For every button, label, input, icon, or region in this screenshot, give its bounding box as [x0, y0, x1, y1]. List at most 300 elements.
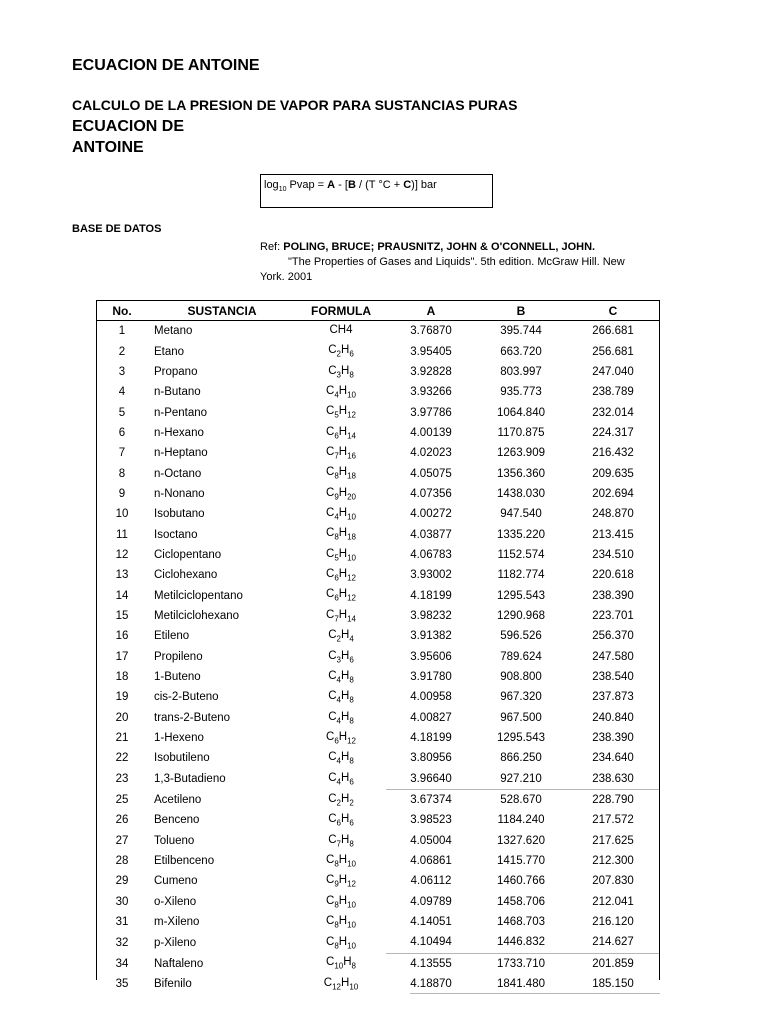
- cell-sustancia: 1-Buteno: [154, 671, 201, 684]
- cell-sustancia: Cumeno: [154, 875, 198, 888]
- cell-b: 947.540: [500, 508, 542, 521]
- header-no: No.: [96, 301, 148, 321]
- cell-no: 3: [118, 365, 126, 378]
- formula-element: CH: [329, 324, 347, 337]
- formula-element: C: [326, 507, 335, 520]
- ref-authors: POLING, BRUCE; PRAUSNITZ, JOHN & O'CONNELL, JOHN.: [283, 241, 596, 253]
- cell-formula: [296, 443, 386, 463]
- formula-subscript: 6: [349, 349, 354, 359]
- cell-a: 4.00958: [410, 691, 452, 704]
- cell-no: 25: [115, 793, 129, 806]
- cell-b: 1182.774: [497, 569, 545, 582]
- formula-log-base: 10: [278, 186, 287, 194]
- formula-element: H: [338, 466, 348, 479]
- formula-element: C: [326, 486, 335, 499]
- cell-formula: [296, 912, 386, 932]
- cell-sustancia: Isoctano: [154, 528, 198, 541]
- formula-C: C: [403, 179, 412, 191]
- formula-element: C: [326, 956, 335, 969]
- cell-b: 1468.703: [497, 916, 545, 929]
- cell-b: 1184.240: [497, 814, 545, 827]
- page-subtitle: CALCULO DE LA PRESION DE VAPOR PARA SUSTANCIAS PURAS: [72, 97, 518, 113]
- formula-subscript: 4: [336, 715, 341, 725]
- cell-formula: [296, 585, 386, 605]
- table-row: [96, 647, 660, 667]
- formula-element: C: [326, 730, 335, 743]
- cell-no: 8: [118, 467, 126, 480]
- formula-element: H: [338, 874, 348, 887]
- cell-a: 4.06861: [410, 855, 452, 868]
- reference-block: [260, 240, 720, 285]
- formula-element: H: [341, 771, 350, 784]
- cell-a: 3.67374: [386, 789, 476, 810]
- formula-element: H: [338, 608, 348, 621]
- formula-element: H: [341, 690, 350, 703]
- formula-subscript: 6: [336, 818, 341, 828]
- cell-sustancia: Ciclopentano: [154, 548, 222, 561]
- cell-sustancia: Acetileno: [154, 793, 202, 806]
- formula-part: )] bar: [411, 179, 437, 191]
- formula-element: H: [341, 629, 350, 642]
- formula-element: H: [341, 977, 350, 990]
- cell-sustancia: trans-2-Buteno: [154, 711, 231, 724]
- cell-a: 4.00272: [410, 508, 452, 521]
- cell-no: 19: [115, 691, 129, 704]
- table-row: [96, 748, 660, 768]
- formula-subscript: 4: [349, 634, 354, 644]
- cell-a: 3.98523: [410, 814, 452, 827]
- formula-element: H: [338, 486, 348, 499]
- cell-sustancia: Isobutano: [154, 508, 205, 521]
- cell-sustancia: 1-Hexeno: [154, 732, 204, 745]
- formula-subscript: 4: [336, 756, 341, 766]
- cell-b: 1415.770: [497, 855, 545, 868]
- cell-no: 15: [115, 609, 129, 622]
- table-row: [96, 871, 660, 891]
- formula-element: H: [338, 547, 348, 560]
- formula-part: Pvap =: [286, 179, 328, 191]
- formula-subscript: 10: [347, 512, 356, 522]
- table-row: [96, 504, 660, 524]
- formula-subscript: 8: [334, 471, 339, 481]
- cell-sustancia: n-Hexano: [154, 426, 204, 439]
- formula-element: C: [328, 751, 337, 764]
- table-row: [96, 831, 660, 851]
- cell-c: 217.572: [592, 814, 634, 827]
- cell-formula: [296, 687, 386, 707]
- formula-element: H: [338, 405, 348, 418]
- table-row: [96, 728, 660, 748]
- table-bottom-highlight-line: [410, 993, 660, 994]
- cell-formula: [296, 789, 386, 810]
- formula-subscript: 8: [349, 370, 354, 379]
- table-row: [96, 912, 660, 932]
- formula-subscript: 8: [349, 695, 354, 705]
- formula-element: C: [328, 792, 337, 805]
- formula-subscript: 9: [334, 879, 339, 889]
- cell-b: 927.210: [500, 772, 542, 785]
- formula-subscript: 4: [336, 695, 341, 705]
- cell-c: 228.790: [566, 789, 660, 810]
- table-row: [96, 585, 660, 605]
- header-formula: FORMULA: [296, 301, 386, 321]
- cell-sustancia: Metilciclohexano: [154, 609, 240, 622]
- formula-subscript: 12: [332, 982, 341, 992]
- cell-no: 20: [115, 711, 129, 724]
- cell-b: 1064.840: [497, 406, 545, 419]
- cell-formula: [296, 423, 386, 443]
- formula-subscript: 6: [334, 431, 339, 441]
- cell-sustancia: Propano: [154, 365, 198, 378]
- cell-a: 4.03877: [410, 528, 452, 541]
- formula-subscript: 10: [347, 920, 356, 930]
- table-row: [96, 708, 660, 728]
- formula-subscript: 6: [349, 654, 354, 664]
- formula-element: C: [326, 527, 335, 540]
- cell-c: 185.150: [592, 978, 634, 991]
- formula-element: H: [341, 813, 350, 826]
- cell-c: 214.627: [592, 936, 634, 949]
- cell-a: 3.91780: [410, 671, 452, 684]
- formula-subscript: 12: [347, 573, 356, 583]
- formula-subscript: 4: [334, 512, 339, 522]
- formula-subscript: 10: [347, 940, 356, 950]
- cell-a: 4.07356: [410, 487, 452, 500]
- formula-subscript: 6: [334, 573, 339, 583]
- cell-a: 3.95405: [410, 345, 452, 358]
- formula-subscript: 7: [334, 614, 339, 624]
- cell-a: 3.92828: [410, 365, 452, 378]
- cell-sustancia: n-Butano: [154, 386, 201, 399]
- formula-element: H: [343, 956, 352, 969]
- formula-subscript: 8: [334, 899, 339, 909]
- formula-element: C: [328, 364, 337, 377]
- header-sustancia: SUSTANCIA: [148, 301, 296, 321]
- cell-no: 23: [115, 772, 129, 785]
- cell-c: 238.789: [592, 386, 634, 399]
- cell-b: 1263.909: [497, 447, 545, 460]
- formula-subscript: 16: [347, 451, 356, 461]
- table-row: [96, 789, 660, 810]
- cell-b: 967.500: [500, 711, 542, 724]
- table-row: [96, 953, 660, 974]
- cell-no: 17: [115, 650, 129, 663]
- table-body: [96, 321, 660, 995]
- cell-no: 31: [115, 916, 129, 929]
- table-row: [96, 463, 660, 483]
- cell-no: 21: [115, 732, 129, 745]
- cell-no: 29: [115, 875, 129, 888]
- formula-subscript: 5: [334, 410, 339, 420]
- cell-sustancia: m-Xileno: [154, 916, 200, 929]
- cell-c: 216.120: [592, 916, 634, 929]
- formula-element: H: [338, 894, 348, 907]
- formula-subscript: 4: [334, 390, 339, 400]
- formula-subscript: 6: [349, 777, 354, 787]
- cell-formula: [296, 748, 386, 768]
- table-row: [96, 892, 660, 912]
- cell-sustancia: Tolueno: [154, 834, 195, 847]
- base-de-datos-label: BASE DE DATOS: [72, 223, 162, 235]
- formula-subscript: 8: [349, 756, 354, 766]
- formula-element: H: [341, 344, 350, 357]
- cell-a: 3.80956: [410, 752, 452, 765]
- formula-subscript: 8: [334, 859, 339, 869]
- cell-sustancia: Isobutileno: [154, 752, 210, 765]
- cell-sustancia: Propileno: [154, 650, 203, 663]
- cell-b: 1290.968: [497, 609, 545, 622]
- cell-formula: [296, 953, 386, 974]
- cell-sustancia: 1,3-Butadieno: [154, 772, 226, 785]
- cell-formula: [296, 565, 386, 585]
- cell-sustancia: n-Nonano: [154, 487, 205, 500]
- table-header-row: [96, 301, 660, 321]
- formula-element: C: [326, 608, 335, 621]
- cell-formula: [296, 524, 386, 544]
- cell-sustancia: Etileno: [154, 630, 190, 643]
- formula-element: H: [338, 853, 348, 866]
- cell-formula: [296, 831, 386, 851]
- table-row: [96, 423, 660, 443]
- cell-formula: [296, 463, 386, 483]
- cell-c: 232.014: [592, 406, 634, 419]
- cell-c: 213.415: [592, 528, 634, 541]
- cell-c: 238.630: [592, 772, 634, 785]
- formula-element: C: [326, 853, 335, 866]
- cell-formula: [296, 504, 386, 524]
- cell-a: 4.18199: [410, 589, 452, 602]
- cell-a: 3.93002: [410, 569, 452, 582]
- cell-b: 935.773: [500, 386, 542, 399]
- antoine-formula-box: [260, 174, 493, 208]
- cell-c: 216.432: [592, 447, 634, 460]
- cell-a: 4.14051: [410, 916, 452, 929]
- formula-subscript: 6: [349, 818, 354, 828]
- cell-no: 9: [118, 487, 126, 500]
- cell-b: 803.997: [500, 365, 542, 378]
- table-row: [96, 362, 660, 382]
- cell-c: 212.300: [592, 855, 634, 868]
- formula-subscript: 7: [336, 838, 341, 848]
- formula-element: C: [326, 547, 335, 560]
- table-row: [96, 974, 660, 994]
- cell-formula: [296, 545, 386, 565]
- formula-element: C: [328, 690, 337, 703]
- table-row: [96, 606, 660, 626]
- formula-subscript: 10: [347, 553, 356, 563]
- cell-c: 202.694: [592, 487, 634, 500]
- cell-formula: [296, 871, 386, 891]
- cell-formula: [296, 606, 386, 626]
- cell-b: 908.800: [500, 671, 542, 684]
- formula-subscript: 12: [347, 593, 356, 603]
- cell-a: 4.02023: [410, 447, 452, 460]
- table-row: [96, 851, 660, 871]
- cell-no: 18: [115, 671, 129, 684]
- cell-a: 4.06112: [410, 875, 452, 888]
- formula-element: H: [341, 833, 350, 846]
- formula-element: H: [338, 730, 348, 743]
- cell-sustancia: o-Xileno: [154, 895, 197, 908]
- formula-subscript: 10: [347, 390, 356, 400]
- formula-element: C: [326, 446, 335, 459]
- cell-c: 237.873: [592, 691, 634, 704]
- cell-b: 967.320: [500, 691, 542, 704]
- formula-subscript: 12: [347, 879, 356, 889]
- cell-no: 12: [115, 548, 129, 561]
- formula-subscript: 14: [347, 431, 356, 441]
- cell-formula: [296, 810, 386, 830]
- cell-c: 256.681: [592, 345, 634, 358]
- cell-no: 1: [118, 325, 126, 338]
- cell-formula: [296, 769, 386, 790]
- table-row: [96, 769, 660, 790]
- formula-subscript: 2: [349, 797, 354, 807]
- ref-line2: "The Properties of Gases and Liquids". 5th edition. McGraw Hill. New: [288, 256, 625, 268]
- cell-b: 1295.543: [497, 589, 545, 602]
- cell-c: 212.041: [592, 895, 634, 908]
- formula-part: / (T °C +: [355, 179, 404, 191]
- formula-element: H: [341, 649, 350, 662]
- cell-b: 1458.706: [497, 895, 545, 908]
- formula-element: C: [328, 813, 337, 826]
- formula-subscript: 10: [347, 859, 356, 869]
- formula-subscript: 3: [336, 654, 341, 664]
- cell-a: 4.10494: [410, 936, 452, 949]
- cell-sustancia: Etano: [154, 345, 185, 358]
- formula-subscript: 4: [336, 777, 341, 787]
- cell-a: 4.00139: [410, 426, 452, 439]
- section-title-line1: ECUACION DE: [72, 118, 185, 135]
- cell-sustancia: Ciclohexano: [154, 569, 218, 582]
- cell-c: 220.618: [592, 569, 634, 582]
- formula-element: C: [328, 771, 337, 784]
- formula-element: H: [338, 935, 348, 948]
- cell-formula: [296, 402, 386, 422]
- formula-subscript: 9: [334, 492, 339, 502]
- antoine-constants-table: [96, 300, 660, 994]
- formula-subscript: 18: [347, 532, 356, 542]
- formula-subscript: 6: [334, 736, 339, 746]
- cell-no: 22: [115, 752, 129, 765]
- formula-A: A: [327, 179, 336, 191]
- cell-sustancia: cis-2-Buteno: [154, 691, 219, 704]
- formula-subscript: 2: [336, 797, 341, 807]
- formula-subscript: 8: [349, 838, 354, 848]
- table-row: [96, 810, 660, 830]
- formula-subscript: 8: [351, 961, 356, 971]
- formula-element: C: [326, 894, 335, 907]
- cell-c: 256.370: [592, 630, 634, 643]
- formula-subscript: 12: [347, 410, 356, 420]
- formula-element: C: [326, 425, 335, 438]
- cell-no: 13: [115, 569, 129, 582]
- ref-line3: York. 2001: [260, 271, 313, 283]
- formula-element: C: [326, 874, 335, 887]
- formula-element: H: [338, 527, 348, 540]
- formula-element: H: [341, 364, 350, 377]
- table-row: [96, 443, 660, 463]
- table-row: [96, 524, 660, 544]
- formula-element: C: [326, 588, 335, 601]
- cell-a: 3.97786: [410, 406, 452, 419]
- table-row: [96, 687, 660, 707]
- formula-subscript: 8: [349, 675, 354, 685]
- cell-c: 234.510: [592, 548, 634, 561]
- formula-subscript: 10: [349, 982, 359, 992]
- formula-element: C: [328, 669, 337, 682]
- cell-formula: [296, 647, 386, 667]
- header-a: A: [386, 301, 476, 321]
- cell-formula: [296, 626, 386, 646]
- cell-b: 663.720: [500, 345, 542, 358]
- cell-formula: [296, 362, 386, 382]
- cell-a: 3.76870: [410, 325, 452, 338]
- formula-element: H: [341, 710, 350, 723]
- table-row: [96, 484, 660, 504]
- cell-c: 266.681: [592, 325, 634, 338]
- formula-log: log: [264, 179, 279, 191]
- formula-subscript: 18: [347, 471, 356, 481]
- cell-a: 3.91382: [410, 630, 452, 643]
- formula-subscript: 2: [336, 349, 341, 359]
- formula-element: H: [338, 446, 348, 459]
- cell-b: 1335.220: [497, 528, 545, 541]
- cell-sustancia: p-Xileno: [154, 936, 197, 949]
- cell-b: 1327.620: [497, 834, 545, 847]
- cell-formula: [296, 708, 386, 728]
- cell-a: 4.09789: [410, 895, 452, 908]
- formula-element: C: [326, 568, 335, 581]
- cell-c: 209.635: [592, 467, 634, 480]
- cell-b: 528.670: [476, 789, 566, 810]
- table-row: [96, 321, 660, 342]
- cell-no: 27: [115, 834, 129, 847]
- cell-c: 224.317: [592, 426, 634, 439]
- cell-formula: [296, 341, 386, 361]
- cell-b: 596.526: [500, 630, 542, 643]
- table-row: [96, 382, 660, 402]
- cell-b: 1170.875: [497, 426, 545, 439]
- cell-b: 866.250: [500, 752, 542, 765]
- table-row: [96, 402, 660, 422]
- cell-formula: [296, 851, 386, 871]
- cell-c: 248.870: [592, 508, 634, 521]
- table-row: [96, 341, 660, 361]
- formula-element: H: [341, 751, 350, 764]
- cell-a: 3.96640: [410, 772, 452, 785]
- formula-subscript: 20: [347, 492, 356, 502]
- formula-subscript: 5: [334, 553, 339, 563]
- cell-no: 7: [118, 447, 126, 460]
- formula-subscript: 8: [334, 920, 339, 930]
- cell-c: 217.625: [592, 834, 634, 847]
- formula-element: H: [338, 385, 348, 398]
- cell-b: 1460.766: [497, 875, 545, 888]
- cell-a: 4.05004: [410, 834, 452, 847]
- formula-element: H: [341, 792, 350, 805]
- cell-b: 1438.030: [497, 487, 545, 500]
- cell-sustancia: Benceno: [154, 814, 200, 827]
- formula-subscript: 10: [347, 899, 356, 909]
- formula-subscript: 8: [349, 715, 354, 725]
- header-b: B: [476, 301, 566, 321]
- cell-c: 238.390: [592, 589, 634, 602]
- table-row: [96, 545, 660, 565]
- cell-formula: [296, 974, 386, 994]
- cell-c: 247.040: [592, 365, 634, 378]
- formula-element: H: [338, 425, 348, 438]
